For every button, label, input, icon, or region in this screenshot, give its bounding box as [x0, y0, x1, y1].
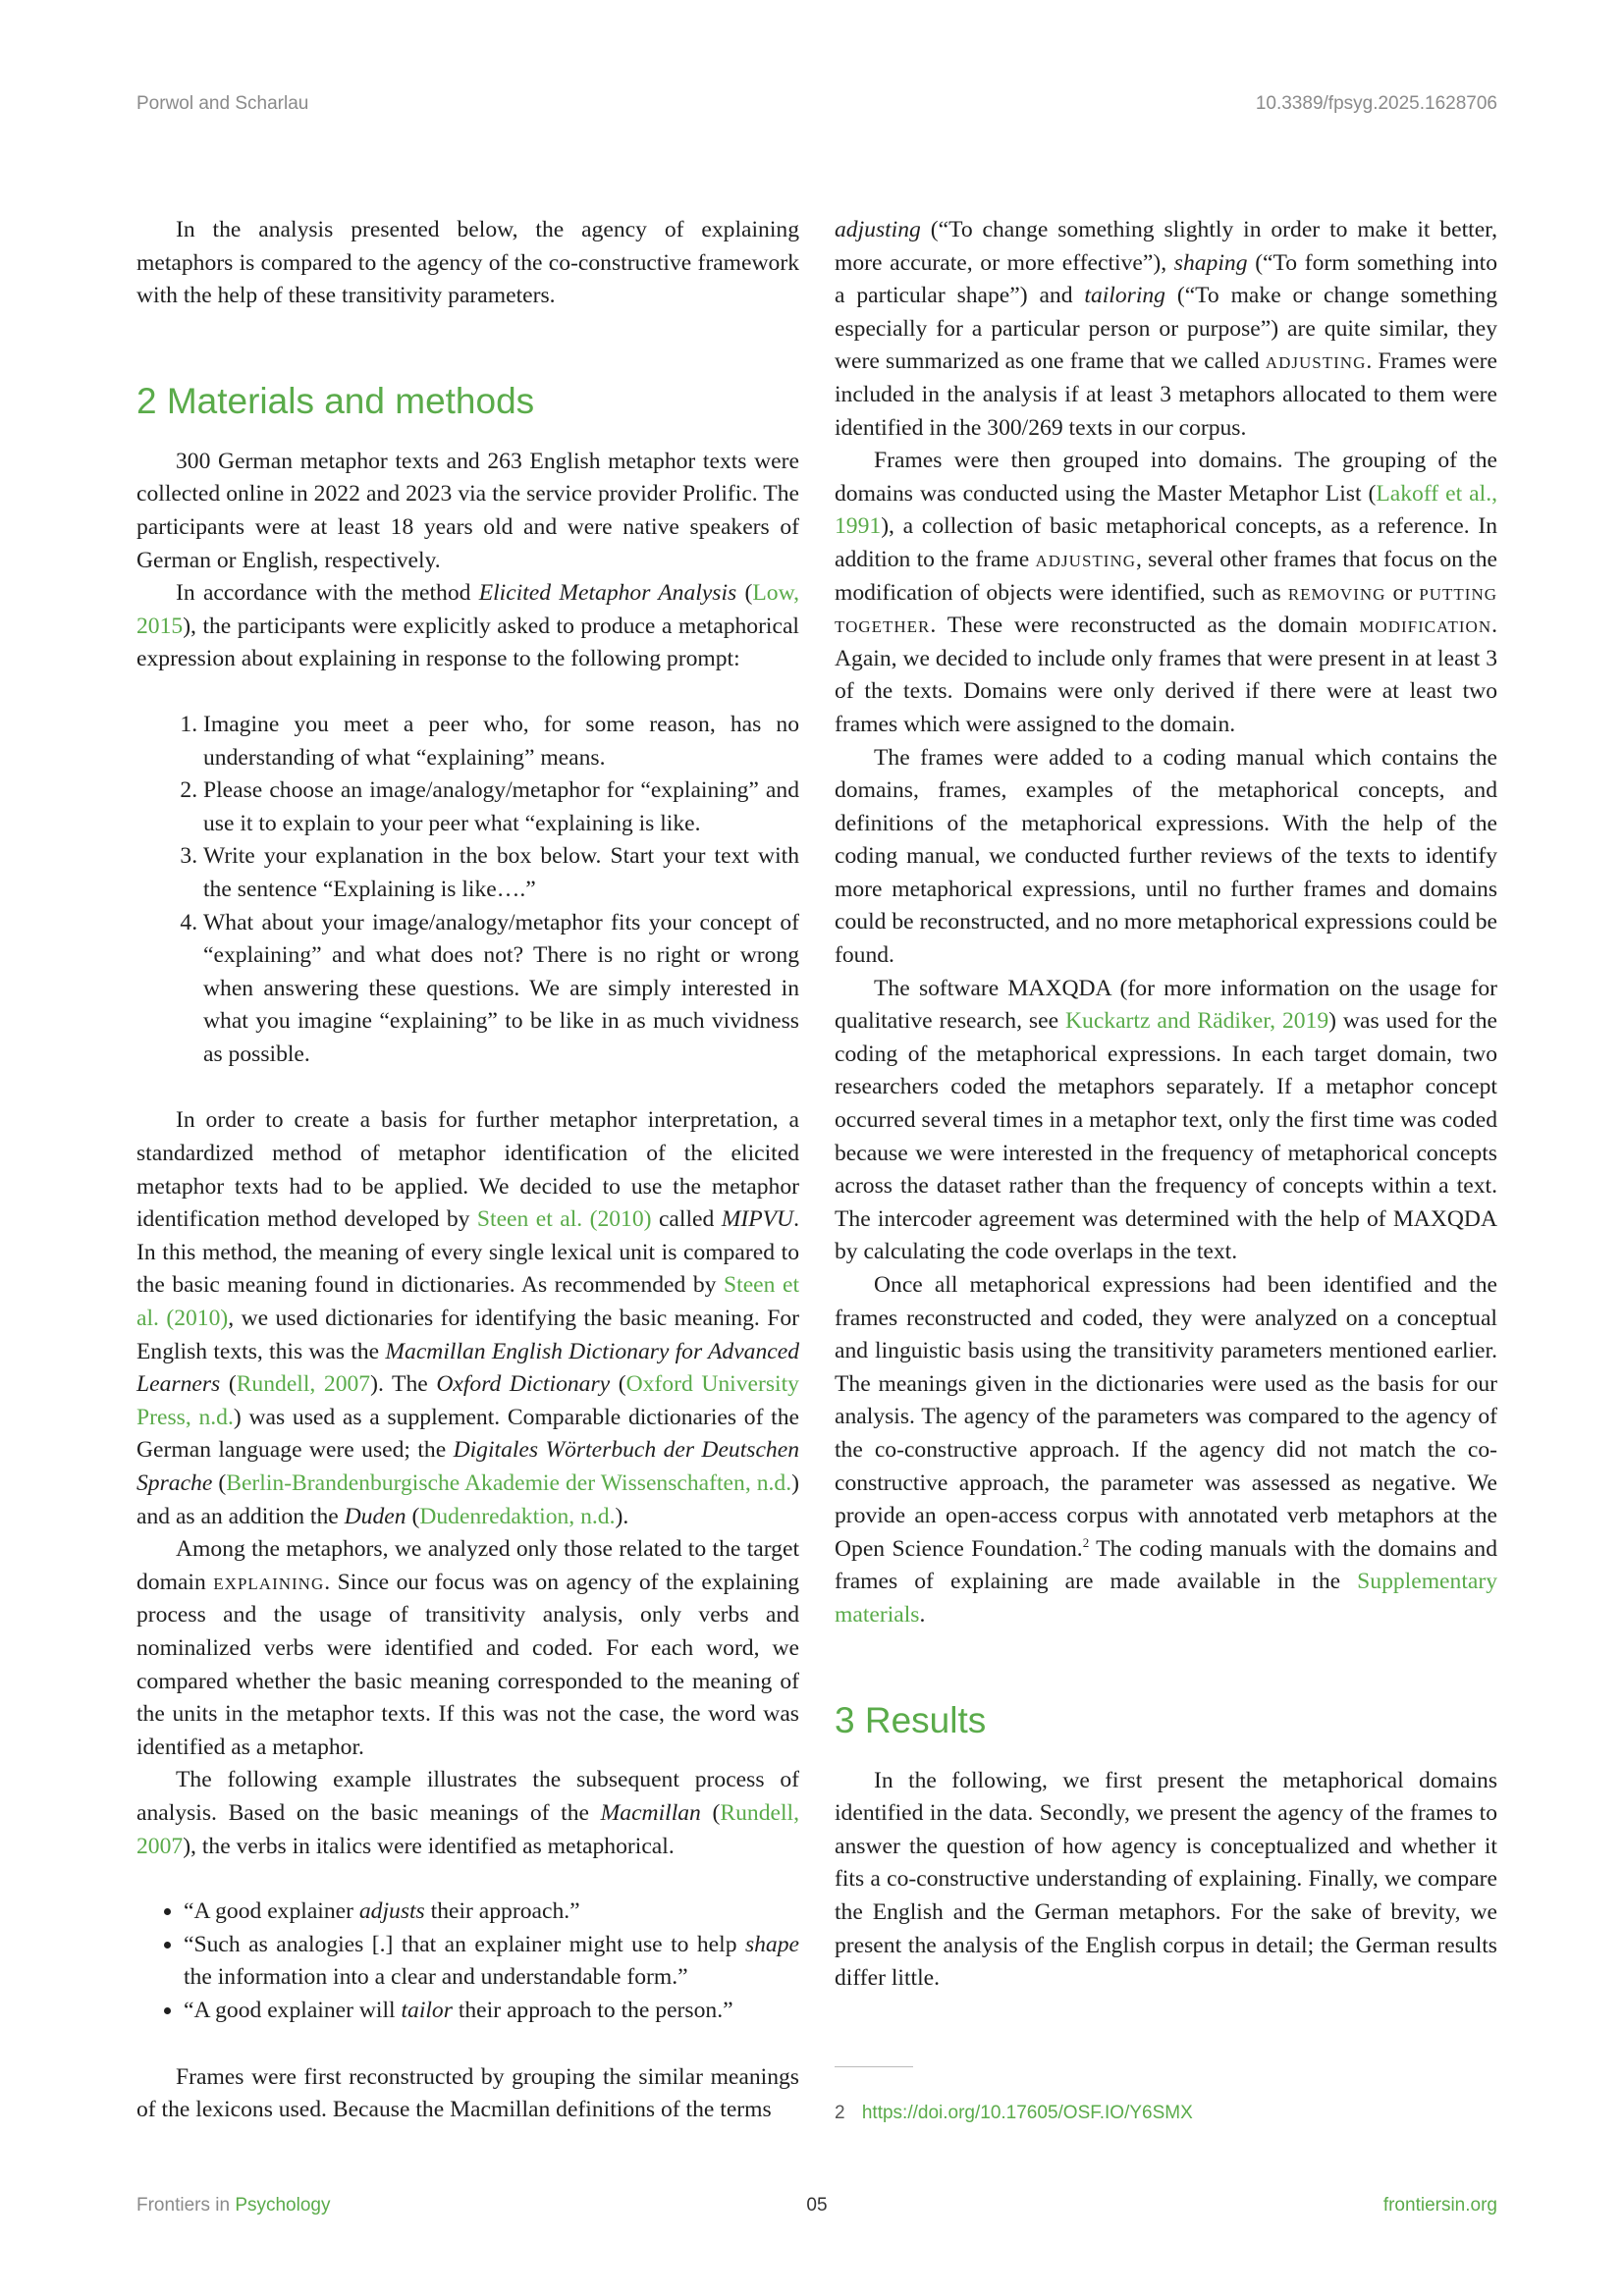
section-heading-methods: 2 Materials and methods	[136, 380, 535, 421]
ref-oxford[interactable]: Oxford University Press, n.d.	[136, 1371, 799, 1430]
ref-rundell-2007[interactable]: Rundell, 2007	[236, 1371, 371, 1398]
footnote-number: 2	[835, 2102, 845, 2123]
ref-lakoff-1991[interactable]: Lakoff et al., 1991	[835, 480, 1497, 540]
ref-steen-2010[interactable]: Steen et al. (2010)	[136, 1272, 800, 1332]
footnote-rule	[835, 2066, 913, 2067]
intro-paragraph: In the analysis presented below, the agency of explaining metaphors is compared to the agency of the co-constructive framework with the help of these transitivity parameters.	[136, 217, 799, 309]
paragraph-coding-manual: The frames were added to a coding manual which contains the domains, frames, examples of the metaphorical concepts, and definitions of the metaphorical expressions. With the help of the coding manual, we conducted further reviews of the texts to identify more metaphorical expressions, until no further frames and domains could be reconstructed, and no more metaphorical expressions could be found.	[835, 744, 1497, 969]
ref-duden[interactable]: Dudenredaktion, n.d.	[419, 1503, 616, 1529]
prompt-item: 2. Please choose an image/analogy/metaphor for “explaining” and use it to explain to your peer what “explaining is like.	[203, 774, 799, 840]
paragraph-maxqda: The software MAXQDA (for more information on the usage for qualitative research, see Kuckartz and Rädiker, 2019) was used for the coding of the metaphorical expressions. In each target domain, two researchers coded the metaphors separately. If a metaphor concept occurred several times in a metaphor text, only the first time was coded because we were interested in the frequency of metaphorical concepts across the dataset rather than the frequency of concepts within a text. The intercoder agreement was determined with the help of MAXQDA by calculating the code overlaps in the text.	[835, 975, 1497, 1265]
page-header	[136, 93, 1497, 115]
paragraph-domains: Frames were then grouped into domains. The grouping of the domains was conducted using the Master Metaphor List (Lakoff et al., 1991), a collection of basic metaphorical concepts, as a reference. In addition to the frame adjusting, several other frames that focus on the modification of objects were identified, such as removing or putting together. These were reconstructed as the domain modification. Again, we decided to include only frames that were present in at least 3 of the texts. Domains were only derived if there were at least two frames which were assigned to the domain.	[835, 448, 1497, 737]
right-column	[835, 214, 1497, 2129]
paragraph-elicited: In accordance with the method Elicited Metaphor Analysis (Low, 2015), the participants were explicitly asked to produce a metaphorical expression about explaining in response to the following prompt:	[136, 580, 800, 672]
page-footer	[136, 2195, 1497, 2216]
header-authors: Porwol and Scharlau	[136, 93, 309, 114]
section-heading-results: 3 Results	[835, 1699, 987, 1740]
prompt-item: 4. What about your image/analogy/metaphor fits your concept of “explaining” and what does not? There is no right or wrong when answering these questions. We are simply interested in what you imagine “explaining” to be like in as much vividness as possible.	[203, 907, 799, 1072]
paragraph-corpus: 300 German metaphor texts and 263 English metaphor texts were collected online in 2022 and 2023 via the service provider Prolific. The participants were at least 18 years old and were native speakers of German or English, respectively.	[136, 448, 799, 573]
ref-rundell-2007[interactable]: Rundell, 2007	[136, 1799, 799, 1859]
example-list	[136, 1896, 799, 2027]
header-doi: 10.3389/fpsyg.2025.1628706	[1255, 93, 1497, 114]
example-item: • “Such as analogies [.] that an explainer might use to help shape the information into a clear and understandable form.”	[184, 1929, 799, 1995]
footnote-doi-link[interactable]: https://doi.org/10.17605/OSF.IO/Y6SMX	[861, 2102, 1193, 2123]
prompt-list	[136, 709, 799, 1072]
ref-steen-2010[interactable]: Steen et al. (2010)	[476, 1206, 652, 1233]
paragraph-example-intro: The following example illustrates the subsequent process of analysis. Based on the basic meanings of the Macmillan (Rundell, 2007), the verbs in italics were identified as metaphorical.	[136, 1767, 799, 1859]
ref-low-2015[interactable]: Low, 2015	[136, 580, 800, 639]
paragraph-target-domain: Among the metaphors, we analyzed only those related to the target domain explaining. Since our focus was on agency of the explaining process and the usage of transitivity analysis, only verbs and nominalized verbs were identified and coded. For each word, we compared whether the basic meaning corresponded to the meaning of the units in the metaphor texts. If this was not the case, the word was identified as a metaphor.	[136, 1536, 799, 1760]
example-item: • “A good explainer adjusts their approach.”	[184, 1896, 799, 1929]
paragraph-frames: Frames were first reconstructed by grouping the similar meanings of the lexicons used. Because the Macmillan definitions of the terms	[136, 2063, 799, 2123]
page-number: 05	[806, 2195, 828, 2216]
supplementary-link[interactable]: Supplementary materials	[835, 1569, 1497, 1628]
footer-journal: Frontiers in Psychology	[136, 2195, 331, 2216]
left-column	[136, 214, 799, 2127]
prompt-item: 1. Imagine you meet a peer who, for some reason, has no understanding of what “explaining” means.	[203, 709, 799, 774]
footnote-marker[interactable]: 2	[1082, 1534, 1090, 1550]
ref-bbaw[interactable]: Berlin-Brandenburgische Akademie der Wissenschaften, n.d.	[226, 1470, 792, 1496]
example-item: • “A good explainer will tailor their approach to the person.”	[184, 1995, 799, 2028]
footnote	[835, 2097, 1497, 2130]
paragraph-analysis: Once all metaphorical expressions had been identified and the frames reconstructed and coded, they were analyzed on a conceptual and linguistic basis using the transitivity parameters mentioned earlier. The meanings given in the dictionaries were used as the basis for our analysis. The agency of the parameters was compared to the agency of the co-constructive approach. If the agency did not match the co-constructive approach, the parameter was assessed as negative. We provide an open-access corpus with annotated verb metaphors at the Open Science Foundation.$^2$ The coding manuals with the domains and frames of explaining are made available in the Supplementary materials.	[835, 1272, 1497, 1628]
ref-kuckartz-2019[interactable]: Kuckartz and Rädiker, 2019	[1064, 1008, 1329, 1035]
paragraph-adjusting: adjusting (“To change something slightly in order to make it better, more accurate, or more effective”), shaping (“To form something into a particular shape”) and tailoring (“To make or change something especially for a particular person or purpose”) are quite similar, they were summarized as one frame that we called adjusting. Frames were included in the analysis if at least 3 metaphors allocated to them were identified in the 300/269 texts in our corpus.	[835, 217, 1497, 441]
paragraph-results-intro: In the following, we first present the metaphorical domains identified in the data. Secondly, we present the agency of the frames to answer the question of how agency is conceptualized and whether it fits a co-constructive understanding of explaining. Finally, we compare the English and the German metaphors. For the sake of brevity, we present the analysis of the English corpus in detail; the German results differ little.	[835, 1767, 1497, 1992]
footer-site-link[interactable]: frontiersin.org	[1382, 2195, 1497, 2216]
prompt-item: 3. Write your explanation in the box below. Start your text with the sentence “Explaining is like….”	[203, 840, 799, 906]
paragraph-mipvu: In order to create a basis for further metaphor interpretation, a standardized method of metaphor identification of the elicited metaphor texts had to be applied. We decided to use the metaphor identification method developed by Steen et al. (2010) called MIPVU. In this method, the meaning of every single lexical unit is compared to the basic meaning found in dictionaries. As recommended by Steen et al. (2010), we used dictionaries for identifying the basic meaning. For English texts, this was the Macmillan English Dictionary for Advanced Learners (Rundell, 2007). The Oxford Dictionary (Oxford University Press, n.d.) was used as a supplement. Comparable dictionaries of the German language were used; the Digitales Wörterbuch der Deutschen Sprache (Berlin-Brandenburgische Akademie der Wissenschaften, n.d.) and as an addition the Duden (Dudenredaktion, n.d.).	[136, 1107, 800, 1529]
